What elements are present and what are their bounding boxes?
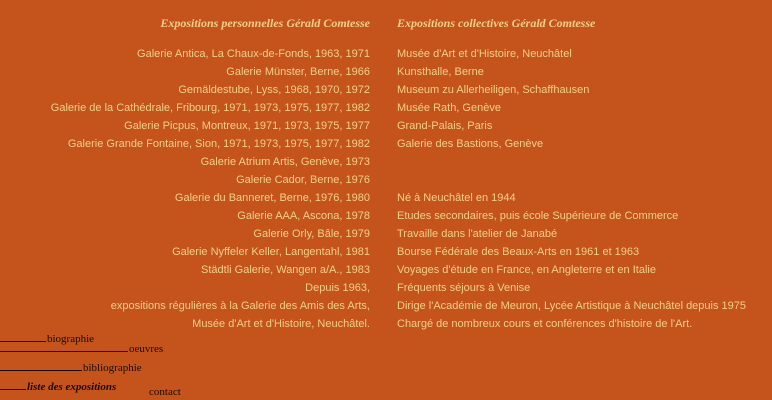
list-item: Galerie Orly, Bâle, 1979 [253,228,370,240]
nav-label: biographie [47,333,95,345]
biography-item: Né à Neuchâtel en 1944 [397,192,516,204]
list-item: Galerie Antica, La Chaux-de-Fonds, 1963, 1971 [137,48,370,60]
list-item: Galerie AAA, Ascona, 1978 [237,210,370,222]
list-item: expositions régulières à la Galerie des Amis des Arts, [110,300,370,312]
personal-exhibitions-list [10,45,370,333]
nav-link-oeuvres[interactable] [0,343,163,355]
nav-underline [0,350,128,352]
nav-link-bibliographie[interactable] [0,362,142,374]
list-item: Depuis 1963, [305,282,370,294]
list-item: Grand-Palais, Paris [397,120,493,132]
list-item: Galerie des Bastions, Genève [397,138,544,150]
nav-label: oeuvres [129,343,164,355]
list-item: Galerie Cador, Berne, 1976 [236,174,370,186]
list-item: Musée d'Art et d'Histoire, Neuchâtel [397,48,572,60]
list-item: Museum zu Allerheiligen, Schaffhausen [397,84,590,96]
collective-exhibitions-list [397,45,767,333]
nav-underline [0,340,46,342]
heading-collective-exhibitions: Expositions collectives Gérald Comtesse [397,16,596,30]
biography-item: Bourse Fédérale des Beaux-Arts en 1961 et 1963 [397,246,640,258]
biography-item: Chargé de nombreux cours et conférences d'histoire de l'Art. [397,318,693,330]
biography-item: Dirige l'Académie de Meuron, Lycée Artistique à Neuchâtel depuis 1975 [397,300,747,312]
list-item: Galerie Picpus, Montreux, 1971, 1973, 1975, 1977 [124,120,370,132]
list-item: Musée d'Art et d'Histoire, Neuchâtel. [192,318,370,330]
nav-label: bibliographie [83,362,142,374]
list-item: Galerie de la Cathédrale, Fribourg, 1971, 1973, 1975, 1977, 1982 [50,102,370,114]
nav-underline [0,369,82,371]
list-item: Galerie Münster, Berne, 1966 [226,66,370,78]
list-item [397,153,767,171]
biography-item: Travaille dans l'atelier de Janabé [397,228,558,240]
biography-item: Fréquents séjours à Venise [397,282,531,294]
nav-label: liste des expositions [27,381,117,393]
list-item: Galerie Nyffeler Keller, Langentahl, 1981 [172,246,370,258]
nav-underline [0,388,26,390]
list-item: Städtli Galerie, Wangen a/A., 1983 [201,264,370,276]
list-item: Musée Rath, Genève [397,102,501,114]
list-item: Galerie Grande Fontaine, Sion, 1971, 1973, 1975, 1977, 1982 [67,138,370,150]
list-item: Galerie Atrium Artis, Genève, 1973 [200,156,370,168]
list-item: Galerie du Banneret, Berne, 1976, 1980 [174,192,370,204]
biography-item: Voyages d'étude en France, en Angleterre et en Italie [397,264,656,276]
heading-personal-exhibitions: Expositions personnelles Gérald Comtesse [160,16,370,30]
biography-item: Etudes secondaires, puis école Supérieure de Commerce [397,210,679,222]
list-item: Gemäldestube, Lyss, 1968, 1970, 1972 [178,84,370,96]
list-item [397,171,767,189]
nav-link-contact[interactable] [148,386,181,398]
nav-link-expositions[interactable] [0,381,116,393]
list-item: Kunsthalle, Berne [397,66,484,78]
nav-label: contact [149,386,181,398]
